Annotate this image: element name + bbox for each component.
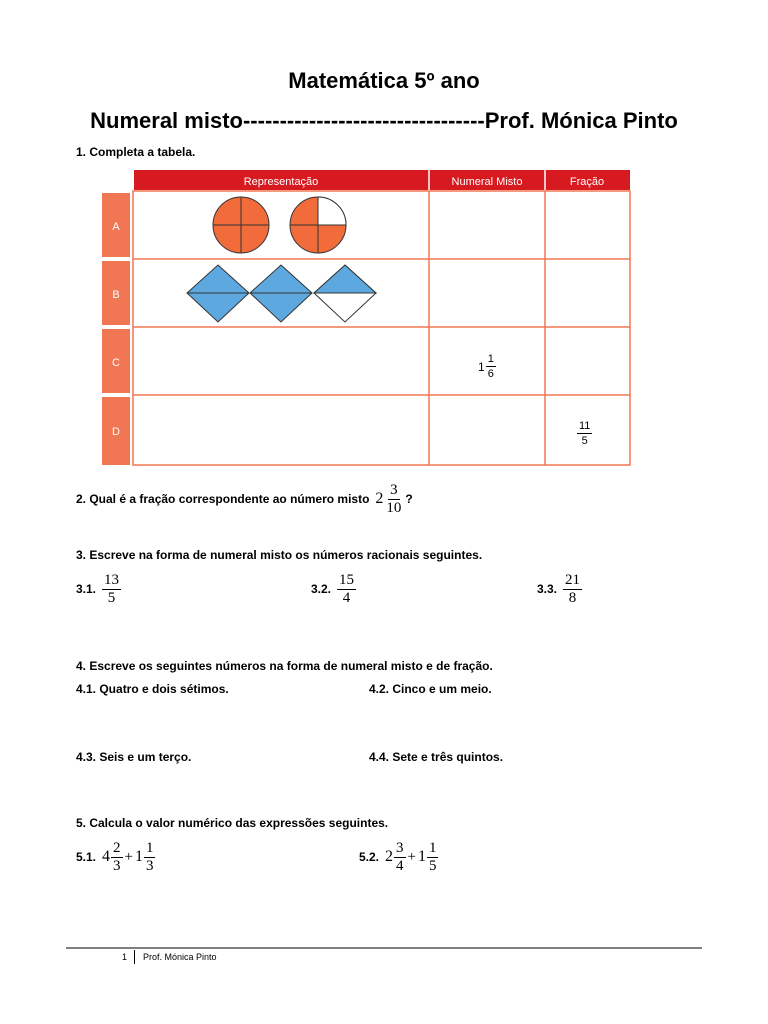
header-numeral-misto: Numeral Misto — [451, 176, 523, 188]
header-fracao: Fração — [569, 176, 605, 188]
row-label-c: C — [112, 357, 120, 369]
footer-divider — [66, 947, 702, 949]
question-4-label: 4. Escreve os seguintes números na forma de numeral misto e de fração. — [76, 659, 493, 673]
diamond-full-1 — [187, 265, 249, 322]
page-number: 1 — [122, 952, 128, 962]
row-label-d: D — [112, 426, 120, 438]
exercise-table — [100, 168, 640, 468]
question-3-label: 3. Escreve na forma de numeral misto os números racionais seguintes. — [76, 548, 483, 562]
question-2: 2. Qual é a fração correspondente ao número misto 2 $\frac{3}{10}$ ? — [76, 481, 413, 516]
question-2-mixed-number: 2 $\frac{3}{10}$ — [375, 481, 402, 516]
item-3-3: 3.3. $\frac{21}{8}$ — [537, 571, 581, 606]
footer-separator — [134, 950, 135, 964]
diamond-half — [314, 265, 376, 322]
row-c-mixed-numeral: 1 $\frac{1}{6}$ — [478, 353, 494, 380]
row-label-b: B — [112, 289, 120, 301]
item-3-1: 3.1. $\frac{13}{5}$ — [76, 571, 120, 606]
header-representacao: Representação — [243, 176, 319, 188]
row-d-fraction: $\frac{11}{5}$ — [579, 420, 591, 447]
footer-author: Prof. Mónica Pinto — [143, 952, 217, 962]
row-label-a: A — [112, 221, 120, 233]
page-subtitle: Numeral misto---------------------------------Prof. Mónica Pinto — [90, 108, 678, 133]
circle-three-quarters — [290, 197, 346, 253]
item-4-2: 4.2. Cinco e um meio. — [369, 682, 492, 696]
table-grid — [133, 191, 630, 465]
diamond-full-2 — [250, 265, 312, 322]
table-header-bar — [134, 170, 630, 190]
item-4-1: 4.1. Quatro e dois sétimos. — [76, 682, 229, 696]
circle-full — [213, 197, 269, 253]
page-title: Matemática 5º ano — [288, 68, 480, 93]
question-5-label: 5. Calcula o valor numérico das expressões seguintes. — [76, 816, 389, 830]
question-2-label: 2. Qual é a fração correspondente ao número misto — [76, 492, 370, 506]
item-4-4: 4.4. Sete e três quintos. — [369, 750, 504, 764]
question-1-label: 1. Completa a tabela. — [76, 145, 196, 159]
item-3-2: 3.2. $\frac{15}{4}$ — [311, 571, 355, 606]
item-5-1: 5.1. 4 $\frac{2}{3}$ + 1 $\frac{1}{3}$ — [76, 839, 154, 874]
item-4-3: 4.3. Seis e um terço. — [76, 750, 192, 764]
item-5-2: 5.2. 2 $\frac{3}{4}$ + 1 $\frac{1}{5}$ — [359, 839, 437, 874]
